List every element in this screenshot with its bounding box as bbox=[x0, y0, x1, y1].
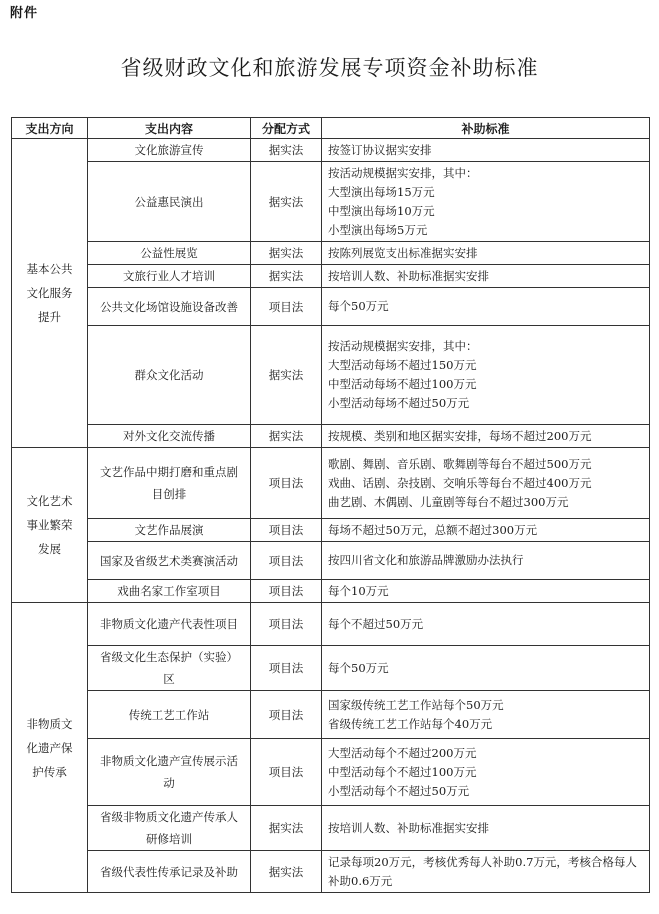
content-cell: 公益性展览 bbox=[88, 242, 251, 265]
standard-cell bbox=[322, 851, 650, 893]
direction-cell: 非物质文化遗产保护传承 bbox=[12, 603, 88, 893]
content-cell: 传统工艺工作站 bbox=[88, 691, 251, 739]
standard-cell bbox=[322, 425, 650, 448]
content-cell: 文艺作品展演 bbox=[88, 519, 251, 542]
standard-line: 大型演出每场15万元 bbox=[328, 184, 435, 199]
table-row bbox=[12, 425, 650, 448]
content-cell: 省级文化生态保护（实验）区 bbox=[88, 646, 251, 691]
table-row bbox=[12, 580, 650, 603]
content-cell: 戏曲名家工作室项目 bbox=[88, 580, 251, 603]
table-row bbox=[12, 691, 650, 739]
standard-line: 中型活动每个不超过100万元 bbox=[328, 764, 477, 779]
direction-cell: 基本公共文化服务提升 bbox=[12, 139, 88, 448]
content-cell: 文旅行业人才培训 bbox=[88, 265, 251, 288]
method-cell: 项目法 bbox=[251, 646, 322, 691]
method-cell: 据实法 bbox=[251, 162, 322, 242]
column-header-content: 支出内容 bbox=[88, 118, 251, 139]
content-cell: 省级代表性传承记录及补助 bbox=[88, 851, 251, 893]
standard-cell bbox=[322, 162, 650, 242]
table-row bbox=[12, 739, 650, 806]
method-cell: 据实法 bbox=[251, 139, 322, 162]
standard-line: 大型活动每场不超过150万元 bbox=[328, 358, 477, 372]
table-row bbox=[12, 603, 650, 646]
column-header-direction: 支出方向 bbox=[12, 118, 88, 139]
table-row bbox=[12, 519, 650, 542]
standard-line: 每个不超过50万元 bbox=[328, 616, 424, 631]
content-cell: 文艺作品中期打磨和重点剧目创排 bbox=[88, 448, 251, 519]
table-header-row bbox=[12, 118, 650, 139]
method-cell: 据实法 bbox=[251, 265, 322, 288]
standard-line: 小型活动每个不超过50万元 bbox=[328, 783, 470, 798]
method-cell: 项目法 bbox=[251, 739, 322, 806]
table-row bbox=[12, 162, 650, 242]
content-cell: 省级非物质文化遗产传承人研修培训 bbox=[88, 806, 251, 851]
standard-cell bbox=[322, 139, 650, 162]
content-cell: 群众文化活动 bbox=[88, 326, 251, 425]
content-cell: 公益惠民演出 bbox=[88, 162, 251, 242]
table-row bbox=[12, 326, 650, 425]
standard-line: 大型活动每个不超过200万元 bbox=[328, 745, 477, 760]
standard-line: 每个50万元 bbox=[328, 660, 389, 675]
method-cell: 据实法 bbox=[251, 326, 322, 425]
table-row bbox=[12, 265, 650, 288]
method-cell: 项目法 bbox=[251, 603, 322, 646]
table-row bbox=[12, 806, 650, 851]
standard-cell bbox=[322, 326, 650, 425]
standard-cell bbox=[322, 448, 650, 519]
standard-cell bbox=[322, 542, 650, 580]
table-row bbox=[12, 448, 650, 519]
standard-line: 按四川省文化和旅游品牌激励办法执行 bbox=[328, 553, 524, 567]
column-header-method: 分配方式 bbox=[251, 118, 322, 139]
table-row bbox=[12, 851, 650, 893]
content-cell: 国家及省级艺术类赛演活动 bbox=[88, 542, 251, 580]
standard-line: 小型演出每场5万元 bbox=[328, 222, 428, 237]
standard-line: 省级传统工艺工作站每个40万元 bbox=[328, 716, 493, 731]
method-cell: 项目法 bbox=[251, 519, 322, 542]
content-cell: 公共文化场馆设施设备改善 bbox=[88, 288, 251, 326]
standard-cell bbox=[322, 288, 650, 326]
method-cell: 项目法 bbox=[251, 542, 322, 580]
standard-line: 国家级传统工艺工作站每个50万元 bbox=[328, 697, 504, 712]
method-cell: 项目法 bbox=[251, 448, 322, 519]
standard-line: 按陈列展览支出标准据实安排 bbox=[328, 245, 478, 260]
standard-line: 曲艺剧、木偶剧、儿童剧等每台不超过300万元 bbox=[328, 494, 569, 509]
content-cell: 非物质文化遗产宣传展示活动 bbox=[88, 739, 251, 806]
standard-line: 按规模、类别和地区据实安排，每场不超过200万元 bbox=[328, 428, 592, 443]
attachment-label: 附件 bbox=[10, 6, 39, 21]
table-row bbox=[12, 542, 650, 580]
direction-cell: 文化艺术事业繁荣发展 bbox=[12, 448, 88, 603]
page-title: 省级财政文化和旅游发展专项资金补助标准 bbox=[120, 56, 539, 80]
standard-line: 记录每项20万元，考核优秀每人补助0.7万元，考核合格每人补助0.6万元 bbox=[328, 854, 637, 888]
standard-line: 歌剧、舞剧、音乐剧、歌舞剧等每台不超过500万元 bbox=[328, 456, 592, 471]
standard-cell bbox=[322, 242, 650, 265]
standard-line: 戏曲、话剧、杂技剧、交响乐等每台不超过400万元 bbox=[328, 475, 592, 490]
table-row bbox=[12, 139, 650, 162]
standard-line: 每个50万元 bbox=[328, 299, 389, 313]
subsidy-standards-table bbox=[11, 117, 650, 893]
standard-line: 按活动规模据实安排，其中： bbox=[328, 339, 478, 353]
method-cell: 项目法 bbox=[251, 580, 322, 603]
standard-cell bbox=[322, 580, 650, 603]
content-cell: 对外文化交流传播 bbox=[88, 425, 251, 448]
table-body bbox=[12, 139, 650, 893]
method-cell: 据实法 bbox=[251, 242, 322, 265]
standard-line: 每场不超过50万元，总额不超过300万元 bbox=[328, 522, 538, 537]
standard-cell bbox=[322, 646, 650, 691]
standard-line: 每个10万元 bbox=[328, 583, 389, 598]
method-cell: 据实法 bbox=[251, 425, 322, 448]
standard-cell bbox=[322, 603, 650, 646]
standard-cell bbox=[322, 265, 650, 288]
standard-line: 按签订协议据实安排 bbox=[328, 142, 432, 157]
table-row bbox=[12, 288, 650, 326]
standard-cell bbox=[322, 691, 650, 739]
table-row bbox=[12, 242, 650, 265]
table-row bbox=[12, 646, 650, 691]
method-cell: 项目法 bbox=[251, 691, 322, 739]
content-cell: 非物质文化遗产代表性项目 bbox=[88, 603, 251, 646]
standard-line: 按培训人数、补助标准据实安排 bbox=[328, 268, 489, 283]
method-cell: 据实法 bbox=[251, 851, 322, 893]
content-cell: 文化旅游宣传 bbox=[88, 139, 251, 162]
column-header-standard: 补助标准 bbox=[322, 118, 650, 139]
standard-line: 中型活动每场不超过100万元 bbox=[328, 377, 477, 391]
standard-line: 按培训人数、补助标准据实安排 bbox=[328, 820, 489, 835]
method-cell: 项目法 bbox=[251, 288, 322, 326]
standard-cell bbox=[322, 806, 650, 851]
standard-cell bbox=[322, 739, 650, 806]
standard-line: 中型演出每场10万元 bbox=[328, 203, 435, 218]
standard-line: 按活动规模据实安排，其中： bbox=[328, 165, 478, 180]
method-cell: 据实法 bbox=[251, 806, 322, 851]
standard-cell bbox=[322, 519, 650, 542]
standard-line: 小型活动每场不超过50万元 bbox=[328, 396, 470, 410]
